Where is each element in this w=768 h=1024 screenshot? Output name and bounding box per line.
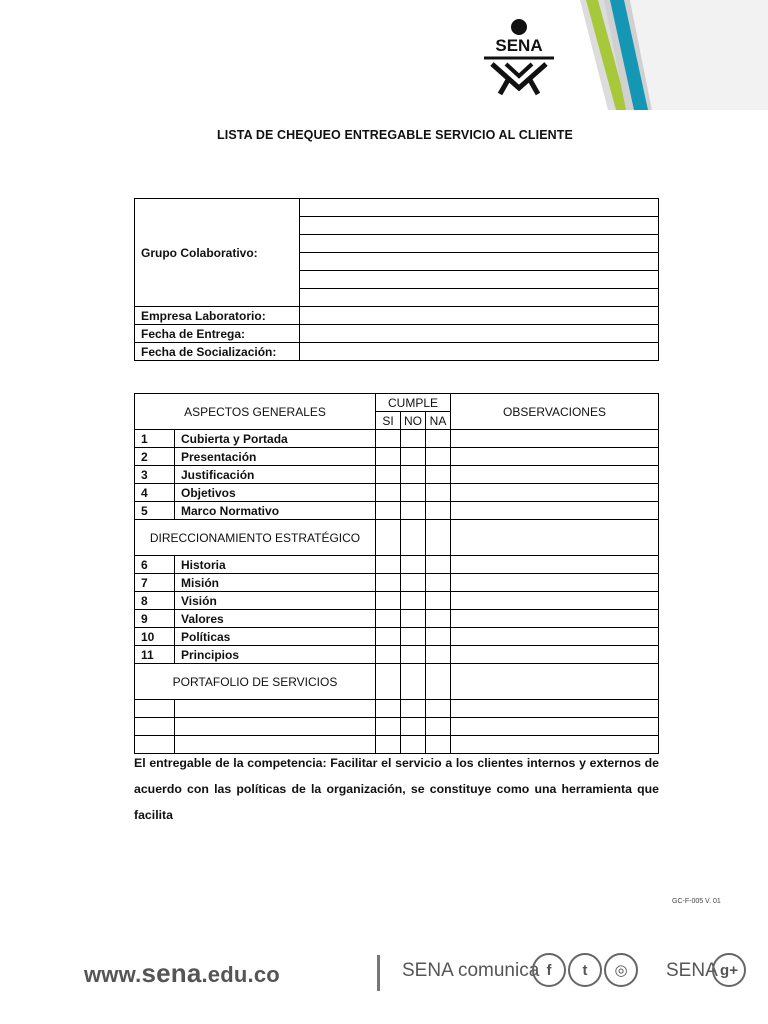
item-number: 5 [135, 502, 175, 520]
no-cell[interactable] [401, 466, 426, 484]
item-number: 6 [135, 556, 175, 574]
table-row [135, 718, 659, 736]
table-row [135, 628, 659, 646]
table-row [135, 430, 659, 448]
observaciones-cell[interactable] [451, 448, 659, 466]
observaciones-cell[interactable] [451, 484, 659, 502]
na-cell[interactable] [426, 502, 451, 520]
item-number: 11 [135, 646, 175, 664]
footer-sena-label: SENA [666, 960, 718, 981]
footer-url[interactable] [84, 958, 280, 989]
na-cell[interactable] [426, 484, 451, 502]
section-row [135, 520, 659, 556]
google-plus-icon[interactable]: g+ [712, 953, 746, 987]
grupo-field-2[interactable] [300, 217, 659, 235]
item-number: 7 [135, 574, 175, 592]
logo-text: SENA [495, 36, 543, 55]
item-label: Justificación [175, 466, 376, 484]
sena-comunica-label: SENA comunica [402, 960, 540, 981]
item-label[interactable] [175, 700, 376, 718]
no-cell[interactable] [401, 520, 426, 556]
item-label: Marco Normativo [175, 502, 376, 520]
na-cell[interactable] [426, 628, 451, 646]
observaciones-cell[interactable] [451, 574, 659, 592]
si-cell[interactable] [376, 574, 401, 592]
no-cell[interactable] [401, 484, 426, 502]
item-number: 4 [135, 484, 175, 502]
na-cell[interactable] [426, 592, 451, 610]
si-header: SI [376, 412, 401, 430]
no-cell[interactable] [401, 718, 426, 736]
item-number: 9 [135, 610, 175, 628]
si-cell[interactable] [376, 466, 401, 484]
si-cell[interactable] [376, 430, 401, 448]
no-cell[interactable] [401, 592, 426, 610]
url-brand: sena [141, 958, 202, 988]
fecha-entrega-field[interactable] [300, 325, 659, 343]
fecha-entrega-label: Fecha de Entrega: [135, 325, 300, 343]
item-label: Historia [175, 556, 376, 574]
observaciones-cell[interactable] [451, 646, 659, 664]
sena-logo [478, 18, 560, 96]
empresa-field[interactable] [300, 307, 659, 325]
si-cell[interactable] [376, 718, 401, 736]
grupo-field-1[interactable] [300, 199, 659, 217]
na-cell[interactable] [426, 430, 451, 448]
footer-divider [377, 955, 380, 991]
body-paragraph [134, 750, 659, 828]
item-label[interactable] [175, 718, 376, 736]
si-cell[interactable] [376, 700, 401, 718]
item-number: 10 [135, 628, 175, 646]
no-cell[interactable] [401, 628, 426, 646]
no-cell[interactable] [401, 646, 426, 664]
section-direccionamiento: DIRECCIONAMIENTO ESTRATÉGICO [135, 520, 376, 556]
section-row [135, 664, 659, 700]
observaciones-cell[interactable] [451, 718, 659, 736]
na-cell[interactable] [426, 556, 451, 574]
na-cell[interactable] [426, 574, 451, 592]
info-table [134, 198, 659, 361]
no-cell[interactable] [401, 574, 426, 592]
si-cell[interactable] [376, 646, 401, 664]
observaciones-cell[interactable] [451, 700, 659, 718]
item-number: 2 [135, 448, 175, 466]
item-number: 3 [135, 466, 175, 484]
item-number[interactable] [135, 700, 175, 718]
header-stripes [560, 0, 768, 110]
no-cell[interactable] [401, 448, 426, 466]
document-code: GC-F-005 V. 01 [672, 898, 721, 905]
na-cell[interactable] [426, 448, 451, 466]
si-cell[interactable] [376, 520, 401, 556]
observaciones-cell[interactable] [451, 664, 659, 700]
observaciones-cell[interactable] [451, 610, 659, 628]
paragraph-line-2: acuerdo con las políticas de la organización, se constituye como una herramienta que facilita [134, 782, 659, 822]
item-label: Políticas [175, 628, 376, 646]
table-row [135, 484, 659, 502]
no-cell[interactable] [401, 502, 426, 520]
table-row [135, 700, 659, 718]
si-cell[interactable] [376, 448, 401, 466]
fecha-socializacion-label: Fecha de Socialización: [135, 343, 300, 361]
table-row [135, 466, 659, 484]
observaciones-cell[interactable] [451, 430, 659, 448]
empresa-label: Empresa Laboratorio: [135, 307, 300, 325]
si-cell[interactable] [376, 628, 401, 646]
item-label: Valores [175, 610, 376, 628]
observaciones-header: OBSERVACIONES [451, 394, 659, 430]
si-cell[interactable] [376, 664, 401, 700]
item-label: Presentación [175, 448, 376, 466]
item-label: Visión [175, 592, 376, 610]
grupo-field-5[interactable] [300, 271, 659, 289]
na-cell[interactable] [426, 718, 451, 736]
item-label: Misión [175, 574, 376, 592]
item-label: Objetivos [175, 484, 376, 502]
no-cell[interactable] [401, 430, 426, 448]
no-header: NO [401, 412, 426, 430]
na-cell[interactable] [426, 700, 451, 718]
checklist-table [134, 393, 659, 754]
item-number: 8 [135, 592, 175, 610]
item-label: Cubierta y Portada [175, 430, 376, 448]
si-cell[interactable] [376, 610, 401, 628]
table-row [135, 556, 659, 574]
twitter-icon[interactable]: t [568, 953, 602, 987]
observaciones-cell[interactable] [451, 628, 659, 646]
si-cell[interactable] [376, 592, 401, 610]
item-label: Principios [175, 646, 376, 664]
table-row [135, 448, 659, 466]
observaciones-cell[interactable] [451, 520, 659, 556]
si-cell[interactable] [376, 556, 401, 574]
na-cell[interactable] [426, 466, 451, 484]
observaciones-cell[interactable] [451, 556, 659, 574]
no-cell[interactable] [401, 556, 426, 574]
table-row [135, 610, 659, 628]
grupo-field-6[interactable] [300, 289, 659, 307]
facebook-icon[interactable]: f [532, 953, 566, 987]
observaciones-cell[interactable] [451, 502, 659, 520]
url-prefix: www. [84, 962, 142, 987]
na-cell[interactable] [426, 664, 451, 700]
table-row [135, 502, 659, 520]
na-cell[interactable] [426, 610, 451, 628]
na-cell[interactable] [426, 520, 451, 556]
fecha-socializacion-field[interactable] [300, 343, 659, 361]
item-number[interactable] [135, 718, 175, 736]
cumple-header: CUMPLE [376, 394, 451, 412]
instagram-icon[interactable]: ◎ [604, 953, 638, 987]
si-cell[interactable] [376, 484, 401, 502]
aspectos-generales-header: ASPECTOS GENERALES [135, 394, 376, 430]
paragraph-line-1: El entregable de la competencia: Facilitar el servicio a los clientes internos y externos de [134, 756, 659, 770]
no-cell[interactable] [401, 664, 426, 700]
table-row [135, 646, 659, 664]
grupo-colaborativo-label: Grupo Colaborativo: [135, 199, 300, 307]
no-cell[interactable] [401, 610, 426, 628]
na-cell[interactable] [426, 646, 451, 664]
sena-logo-icon [478, 18, 560, 96]
item-number: 1 [135, 430, 175, 448]
observaciones-cell[interactable] [451, 592, 659, 610]
url-suffix: .edu.co [201, 962, 280, 987]
table-row [135, 574, 659, 592]
document-title: LISTA DE CHEQUEO ENTREGABLE SERVICIO AL CLIENTE [217, 128, 573, 142]
section-portafolio: PORTAFOLIO DE SERVICIOS [135, 664, 376, 700]
na-header: NA [426, 412, 451, 430]
table-row [135, 592, 659, 610]
no-cell[interactable] [401, 700, 426, 718]
observaciones-cell[interactable] [451, 466, 659, 484]
si-cell[interactable] [376, 502, 401, 520]
grupo-field-3[interactable] [300, 235, 659, 253]
grupo-field-4[interactable] [300, 253, 659, 271]
